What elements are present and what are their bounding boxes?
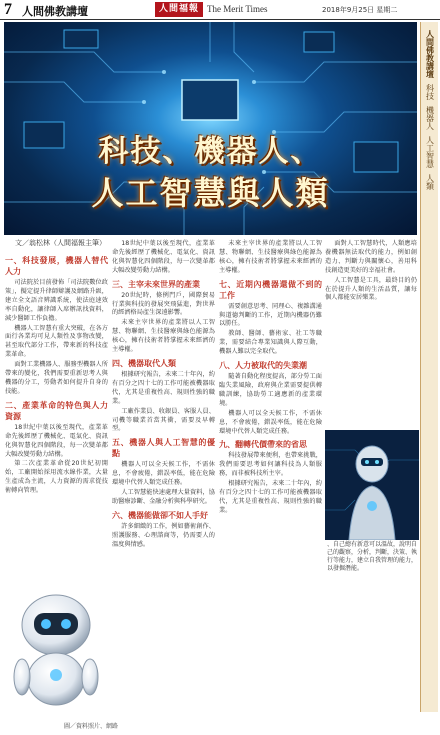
- side-strip-label: 科技: [425, 84, 435, 100]
- side-strip-label: 人類: [425, 174, 435, 190]
- paragraph: 根據研究報告，未來二十年內，約有百分之四十七的工作可能被機器取代，尤其是重複性高、規則性強的職業。: [112, 370, 215, 405]
- headline-line-1: 科技、機器人、: [98, 134, 323, 169]
- paragraph: 面對工業機器人、服務型機器人所帶來的變化，我們需要重新思考人與機器的分工，勞動者如何提升自身的技能。: [5, 361, 108, 395]
- byline: 文／翁松林（人間福報主筆）: [15, 239, 106, 247]
- paragraph: 機器人工智慧有重大突破，在各方面行各業均可見人類性及事物改變，甚至取代部分工作，帶來新的科技產業革命。: [5, 324, 108, 359]
- article-column-3: [219, 240, 322, 517]
- section-title: 人間佛教講壇: [22, 5, 88, 18]
- robot-illustration: [4, 587, 108, 717]
- paragraph: 18世紀中葉以後至現代，產業革命先後經歷了機械化、電氣化、資訊化與智慧化四個階段，每一次變革都大幅改變勞動力結構。: [5, 423, 108, 458]
- hero-image: [4, 22, 417, 235]
- section-heading: 五、機器人與人工智慧的優點: [112, 438, 215, 459]
- paragraph: 20世紀時，條例門戶，國際貿易行業與科技的發展突飛猛進，對世界的經濟格局產生深遠影響。: [112, 291, 215, 317]
- paragraph: 教師、醫師、藝術家、社工等職業，需要結合專業知識與人際互動，機器人難以完全取代。: [219, 330, 322, 356]
- paragraph: 科技發展帶來便利，也帶來挑戰，我們需要思考如何讓科技為人類服務，而非被科技所主宰。: [219, 452, 322, 478]
- paragraph: 面對人工智慧時代，人類應培養機器無法取代的能力，例如創造力、判斷力與關懷心，善用科技創造更美好的幸福社會。: [325, 240, 417, 274]
- photo-credit: 圖／資料照片、網路: [64, 723, 119, 730]
- side-strip: [420, 22, 438, 712]
- humanoid-robot-illustration: [325, 430, 419, 540]
- issue-date: 2018年9月25日 星期二: [322, 6, 398, 14]
- article-column-2: [112, 240, 215, 551]
- paragraph: 司法院於目前發佈「司法院數位政策」，擬定提升律師辯護及網路升級，建立全文語音辨識系統，使法庭速效率自動化，讓律師入席辦訊找資料，減少醫師工作負擔。: [5, 279, 108, 322]
- paragraph: 工廠作業員、收銀員、客服人員、司機等職業首當其衝，需要及早轉型。: [112, 407, 215, 433]
- section-heading: 六、機器能做卻不如人手好: [112, 510, 208, 520]
- headline-line-2: 人工智慧與人類: [91, 174, 330, 212]
- section-heading: 三、主宰未來世界的產業: [112, 279, 200, 289]
- section-heading: 一、科技發展，機器人替代人力: [5, 256, 108, 276]
- paragraph: 根據研究報告，未來二十年內，約有百分之四十七的工作可能被機器取代，尤其是重複性高、規則性強的職業。: [219, 480, 322, 514]
- section-heading: 四、機器取代人類: [112, 358, 176, 368]
- side-strip-label: 人間佛教講壇: [425, 30, 435, 78]
- side-strip-label: 人工智慧: [425, 136, 435, 168]
- paragraph: 人工智慧能快速處理大量資料，協助醫療診斷、金融分析與科學研究。: [112, 489, 215, 505]
- section-heading: 七、近期內機器還做不到的工作: [219, 279, 322, 300]
- section-heading: 九、翻轉代價帶來的省思: [219, 440, 307, 450]
- paragraph: 未來主宰世界的產業將以人工智慧、物聯網、生技醫療與綠色能源為核心，擁有技術者將掌握未來經濟的主導權。: [219, 240, 322, 274]
- paragraph: 機器人可以全天候工作，不需休息，不會疲倦，錯誤率低，能在危險環境中代替人類完成任務。: [112, 461, 215, 487]
- side-strip-label: 機器人: [425, 106, 435, 130]
- section-heading: 八、人力被取代的失業潮: [219, 361, 307, 371]
- paragraph: 機器人可以全天候工作，不需休息，不會疲倦，錯誤率低，能在危險環境中代替人類完成任務。: [219, 409, 322, 435]
- masthead: [0, 0, 440, 20]
- newspaper-logo: 人間福報: [155, 2, 203, 17]
- article-column-1: [5, 252, 108, 497]
- section-heading: 二、產業革命的特色與人力資源: [5, 400, 108, 421]
- paragraph: 18世紀中葉以後至現代，產業革命先後經歷了機械化、電氣化、資訊化與智慧化四個階段，每一次變革都大幅改變勞動力結構。: [112, 240, 215, 274]
- paragraph: 許多細緻的工作，例如藝術創作、照護服務、心理諮商等，仍需要人的溫度與情感。: [112, 522, 215, 548]
- article-column-4: [325, 240, 417, 304]
- paragraph: 人工智慧是工具，最終目的仍在於提升人類的生活品質，讓每個人都能安居樂業。: [325, 276, 417, 302]
- paragraph: 未來主宰世界的產業將以人工智慧、物聯網、生技醫療與綠色能源為核心，擁有技術者將掌握未來經濟的主導權。: [112, 319, 215, 354]
- paragraph: 隨著自動化程度提高，部分勞工面臨失業風險，政府與企業需要提供轉職訓練，協助勞工適應新的產業環境。: [219, 373, 322, 407]
- image-caption: 、自己總有新意可以溫故，說明自己的觀察，分析，判斷，決策、執行等能力，建立自我管理的能力，以發掘潛能。: [327, 541, 418, 572]
- page-number: 7: [4, 1, 12, 18]
- newspaper-logo-english: The Merit Times: [207, 4, 268, 14]
- paragraph: 第二次產業革命從20世紀初開始，工廠開始採用流水線作業，大量生產成為主流，人力資源的需求從技術轉向管理。: [5, 460, 108, 495]
- paragraph: 需要創意思考、同理心、複雜溝通與道德判斷的工作，近期內機器仍難以勝任。: [219, 302, 322, 328]
